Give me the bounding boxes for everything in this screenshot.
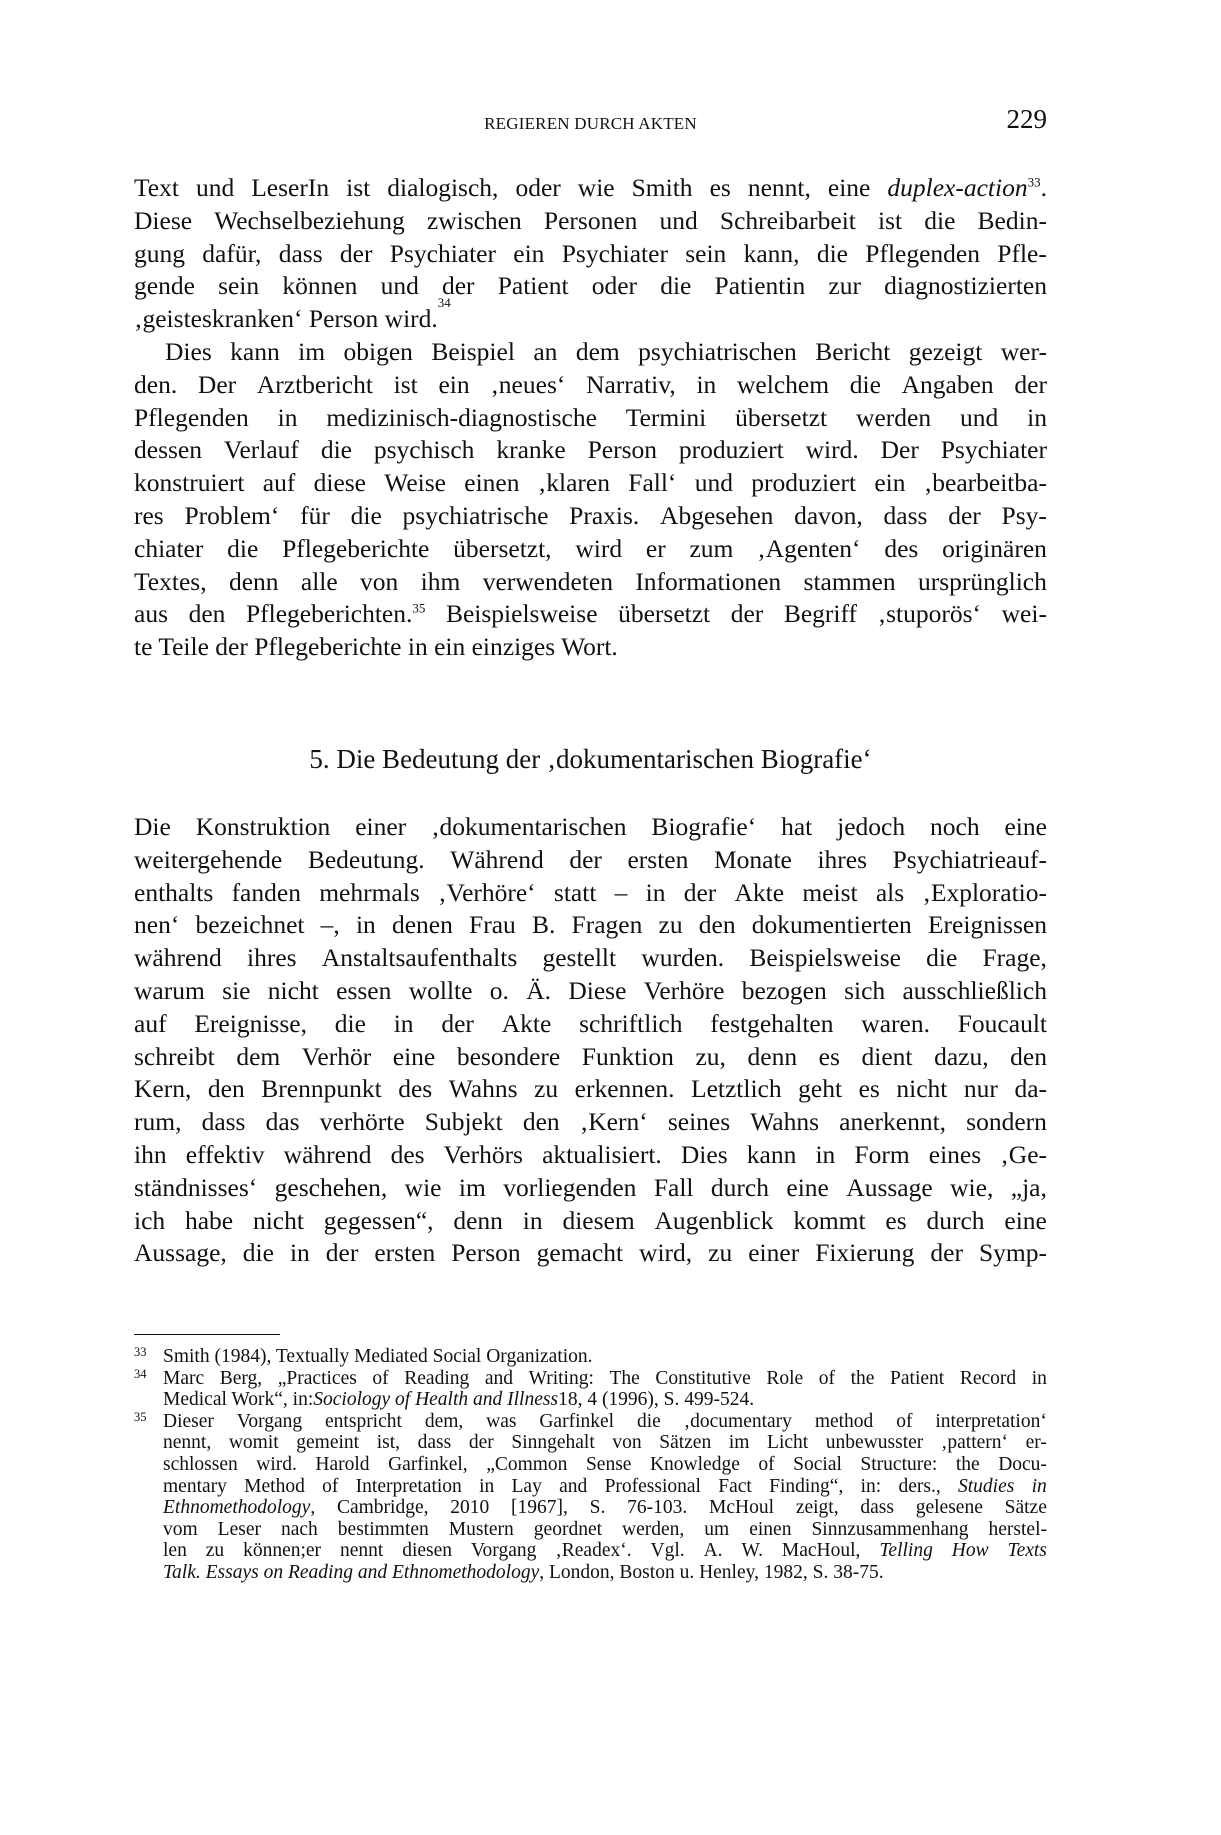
footnotes (134, 1346, 1047, 1584)
text-line: Kern, den Brennpunkt des Wahns zu erkennen. Letztlich geht es nicht nur da- (134, 1074, 1047, 1104)
text-line: Ethnomethodology, Cambridge, 2010 [1967], S. 76-103. McHoul zeigt, dass gelesene Sätze (163, 1497, 1047, 1519)
text-segment: Medical Work“, in: (163, 1389, 314, 1411)
text-line (134, 631, 1047, 664)
text-line: während ihres Anstaltsaufenthalts gestellt wurden. Beispielsweise die Frage, (134, 943, 1047, 973)
text-line (134, 295, 1047, 336)
text-line: Die Konstruktion einer ‚dokumentarischen Biografie‘ hat jedoch noch eine (134, 812, 1047, 841)
text-line: konstruiert auf diese Weise einen ‚klaren Fall‘ und produziert ein ‚bearbeitba- (134, 468, 1047, 498)
body-text-top (134, 172, 1047, 664)
text-line: auf Ereignisse, die in der Akte schriftlich festgehalten waren. Foucault (134, 1008, 1047, 1038)
text-line: schreibt dem Verhör eine besondere Funktion zu, denn es dient dazu, den (134, 1041, 1047, 1071)
italic-text: Talk. Essays on Reading and Ethnomethodology (163, 1561, 540, 1583)
text-line: weitergehende Bedeutung. Während der ersten Monate ihres Psychiatrieauf- (134, 844, 1047, 874)
footnote-number: 35 (134, 1409, 147, 1424)
text-line: Pflegenden in medizinisch-diagnostische Termini übersetzt werden und in (134, 402, 1047, 432)
body-text-section-5 (134, 811, 1047, 1270)
text-line: dessen Verlauf die psychisch kranke Person produziert wird. Der Psychiater (134, 435, 1047, 465)
text-line: den. Der Arztbericht ist ein ‚neues‘ Narrativ, in welchem die Angaben der (134, 369, 1047, 399)
text-line: chiater die Pflegeberichte übersetzt, wird er zum ‚Agenten‘ des originären (134, 533, 1047, 563)
text-line: Dies kann im obigen Beispiel an dem psychiatrischen Bericht gezeigt wer- (165, 336, 1047, 366)
text-segment: ‚geisteskranken‘ Person wird. (134, 304, 438, 334)
text-segment: 18, 4 (1996), S. 499-524. (558, 1389, 755, 1411)
text-line (134, 1562, 1047, 1584)
running-title: REGIEREN DURCH AKTEN (484, 114, 697, 133)
text-line: Text und LeserIn ist dialogisch, oder wie Smith es nennt, eine duplex-action$^{33}$. (134, 173, 1047, 202)
text-line: ständnisses‘ geschehen, wie im vorliegenden Fall durch eine Aussage wie, „ja, (134, 1172, 1047, 1202)
text-line: Aussage, die in der ersten Person gemacht wird, zu einer Fixierung der Symp- (134, 1238, 1047, 1268)
text-line: Diese Wechselbeziehung zwischen Personen und Schreibarbeit ist die Bedin- (134, 205, 1047, 235)
page-number: 229 (1006, 104, 1047, 134)
section-heading: 5. Die Bedeutung der ‚dokumentarischen Biografie‘ (309, 744, 872, 774)
text-line: Marc Berg, „Practices of Reading and Writing: The Constitutive Role of the Patient Record in 34 (134, 1368, 1047, 1390)
text-line (134, 1346, 1047, 1368)
text-line: aus den Pflegeberichten.$^{35}$ Beispielsweise übersetzt der Begriff ‚stuporös‘ wei- (134, 599, 1047, 629)
text-line: gende sein können und der Patient oder die Patientin zur diagnostizierten (134, 271, 1047, 301)
text-line: mentary Method of Interpretation in Lay and Professional Fact Finding“, in: ders., Studies in (163, 1475, 1047, 1497)
footnote-rule (134, 1334, 280, 1335)
text-line: enthalts fanden mehrmals ‚Verhöre‘ statt – in der Akte meist als ‚Exploratio- (134, 877, 1047, 907)
text-line: len zu können;er nennt diesen Vorgang ‚Readex‘. Vgl. A. W. MacHoul, Telling How Texts (163, 1540, 1047, 1562)
text-line: schlossen wird. Harold Garfinkel, „Common Sense Knowledge of Social Structure: the Docu- (163, 1453, 1047, 1475)
footnote-number: 33 (134, 1345, 147, 1359)
text-line: warum sie nicht essen wollte o. Ä. Diese Verhöre bezogen sich ausschließlich (134, 975, 1047, 1005)
text-line: ich habe nicht gegessen“, denn in diesem Augenblick kommt es durch eine (134, 1205, 1047, 1235)
footnote-ref: 34 (437, 295, 451, 311)
text-line (134, 1389, 1047, 1411)
text-segment: Smith (1984), Textually Mediated Social Organization. (163, 1346, 593, 1367)
text-line: nen‘ bezeichnet –, in denen Frau B. Fragen zu den dokumentierten Ereignissen (134, 910, 1047, 940)
text-segment: te Teile der Pflegeberichte in ein einziges Wort. (134, 632, 618, 662)
text-line: Dieser Vorgang entspricht dem, was Garfinkel die ‚documentary method of interpretation‘ 35 (134, 1411, 1047, 1433)
text-line: Textes, denn alle von ihm verwendeten Informationen stammen ursprünglich (134, 566, 1047, 596)
text-segment: , London, Boston u. Henley, 1982, S. 38-75. (539, 1561, 884, 1583)
footnote-number: 34 (134, 1366, 147, 1381)
text-line: nennt, womit gemeint ist, dass der Sinngehalt von Sätzen im Licht unbewusster ‚pattern‘ er- (163, 1432, 1047, 1454)
italic-text: Sociology of Health and Illness (313, 1389, 559, 1411)
text-line: rum, dass das verhörte Subjekt den ‚Kern‘ seines Wahns anerkennt, sondern (134, 1107, 1047, 1137)
text-line: vom Leser nach bestimmten Mustern geordnet werden, um einen Sinnzusammenhang herstel- (163, 1518, 1047, 1540)
text-line: res Problem‘ für die psychiatrische Praxis. Abgesehen davon, dass der Psy- (134, 500, 1047, 530)
text-line: ihn effektiv während des Verhörs aktualisiert. Dies kann in Form eines ‚Ge- (134, 1139, 1047, 1169)
page-header (134, 104, 1047, 138)
text-line: gung dafür, dass der Psychiater ein Psychiater sein kann, die Pflegenden Pfle- (134, 238, 1047, 268)
